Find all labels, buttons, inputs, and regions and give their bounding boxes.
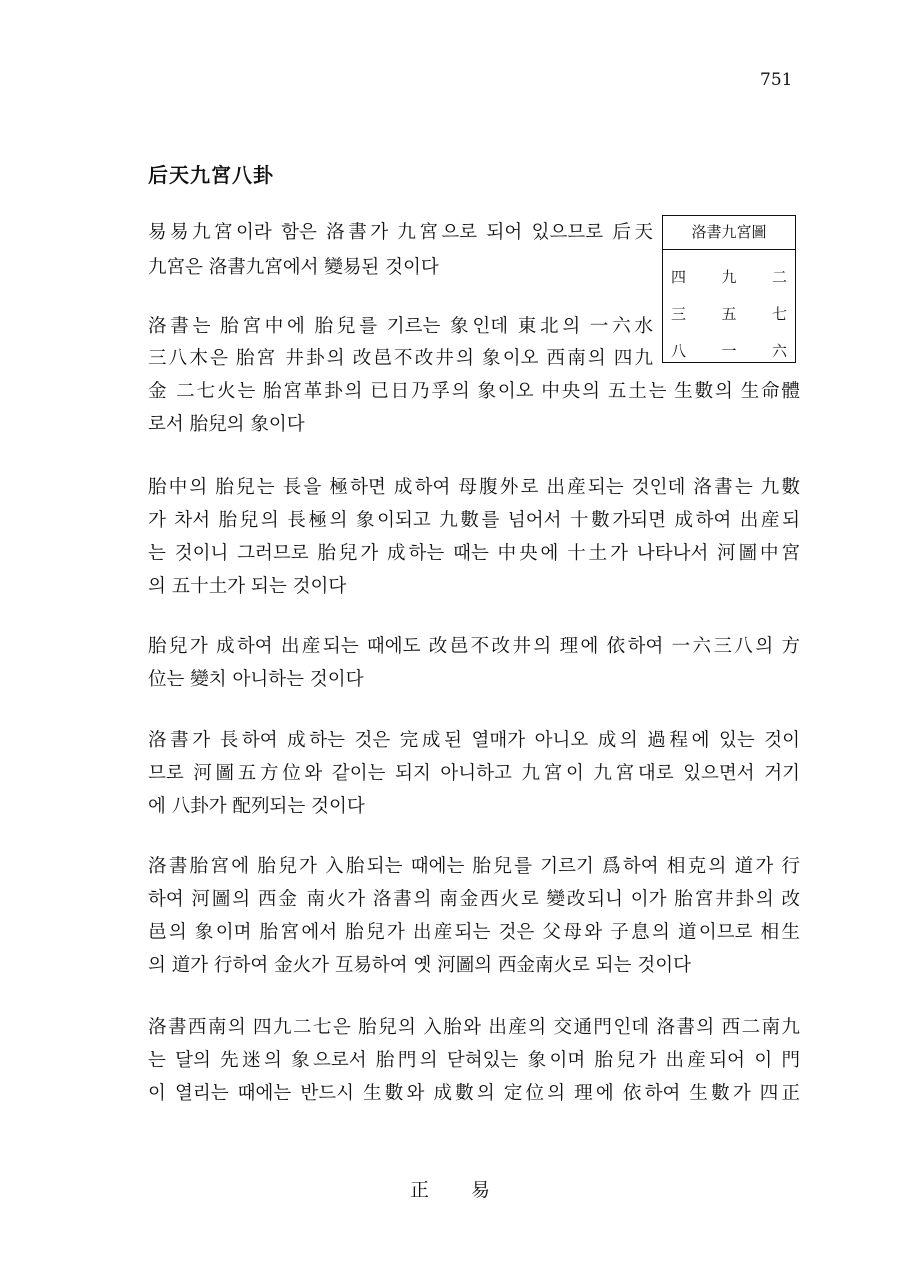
diagram-cell: 六 — [771, 342, 787, 360]
diagram-grid — [671, 258, 787, 369]
text-line: 洛書는 胎宮中에 胎兒를 기르는 象인데 東北의 一六水 — [148, 316, 653, 337]
text-line: 는 것이니 그러므로 胎兒가 成하는 때는 中央에 十土가 나타나서 河圖中宮 — [148, 543, 800, 564]
text-line: 金 二七火는 胎宮革卦의 已日乃孚의 象이오 中央의 五土는 生數의 生命體 — [148, 381, 801, 402]
text-line: 位는 變치 아니하는 것이다 — [148, 669, 364, 690]
text-line: 易易九宮이라 함은 洛書가 九宮으로 되어 있으므로 后天 — [148, 222, 653, 243]
diagram-cell: 三 — [671, 305, 687, 323]
text-line: 邑의 象이며 胎宮에서 胎兒가 出産되는 것은 父母와 子息의 道이므로 相生 — [148, 922, 800, 943]
diagram-cell: 二 — [771, 268, 787, 286]
text-line: 의 五十土가 되는 것이다 — [148, 576, 347, 597]
diagram-cell: 七 — [771, 305, 787, 323]
diagram-cell: 五 — [721, 305, 737, 323]
text-line: 胎中의 胎兒는 長을 極하면 成하여 母腹外로 出産되는 것인데 洛書는 九數 — [148, 477, 800, 498]
text-line: 는 달의 先迷의 象으로서 胎門의 닫혀있는 象이며 胎兒가 出産되어 이 門 — [148, 1050, 800, 1071]
text-line: 洛書胎宮에 胎兒가 入胎되는 때에는 胎兒를 기르기 爲하여 相克의 道가 行 — [148, 856, 800, 877]
text-line: 九宮은 洛書九宮에서 變易된 것이다 — [148, 257, 439, 278]
diagram-cell: 四 — [671, 268, 687, 286]
diagram-row — [671, 295, 787, 332]
text-line: 하여 河圖의 西金 南火가 洛書의 南金西火로 變改되니 이가 胎宮井卦의 改 — [148, 889, 800, 910]
text-line: 胎兒가 成하여 出産되는 때에도 改邑不改井의 理에 依하여 一六三八의 方 — [148, 636, 800, 657]
text-line: 므로 河圖五方位와 같이는 되지 아니하고 九宮이 九宮대로 있으면서 거기 — [148, 763, 800, 784]
text-line: 에 八卦가 配列되는 것이다 — [148, 796, 365, 817]
text-line: 로서 胎兒의 象이다 — [148, 414, 305, 435]
diagram-row — [671, 332, 787, 369]
diagram-row — [671, 258, 787, 295]
section-heading: 后天九宮八卦 — [148, 163, 274, 187]
luoshu-diagram — [662, 215, 796, 363]
diagram-cell: 九 — [721, 268, 737, 286]
text-line: 三八木은 胎宮 井卦의 改邑不改井의 象이오 西南의 四九 — [148, 348, 653, 369]
diagram-cell: 一 — [721, 342, 737, 360]
text-line: 의 道가 行하여 金火가 互易하여 옛 河圖의 西金南火로 되는 것이다 — [148, 955, 691, 976]
text-line: 이 열리는 때에는 반드시 生數와 成數의 定位의 理에 依하여 生數가 四正 — [148, 1083, 800, 1104]
diagram-cell: 八 — [671, 342, 687, 360]
page-number: 751 — [760, 70, 793, 90]
diagram-title: 洛書九宮圖 — [663, 216, 795, 250]
page-footer: 正 易 — [409, 1179, 509, 1201]
text-line: 洛書가 長하여 成하는 것은 完成된 열매가 아니오 成의 過程에 있는 것이 — [148, 730, 800, 751]
text-line: 洛書西南의 四九二七은 胎兒의 入胎와 出産의 交通門인데 洛書의 西二南九 — [148, 1017, 800, 1038]
text-line: 가 차서 胎兒의 長極의 象이되고 九數를 넘어서 十數가되면 成하여 出産되 — [148, 510, 800, 531]
